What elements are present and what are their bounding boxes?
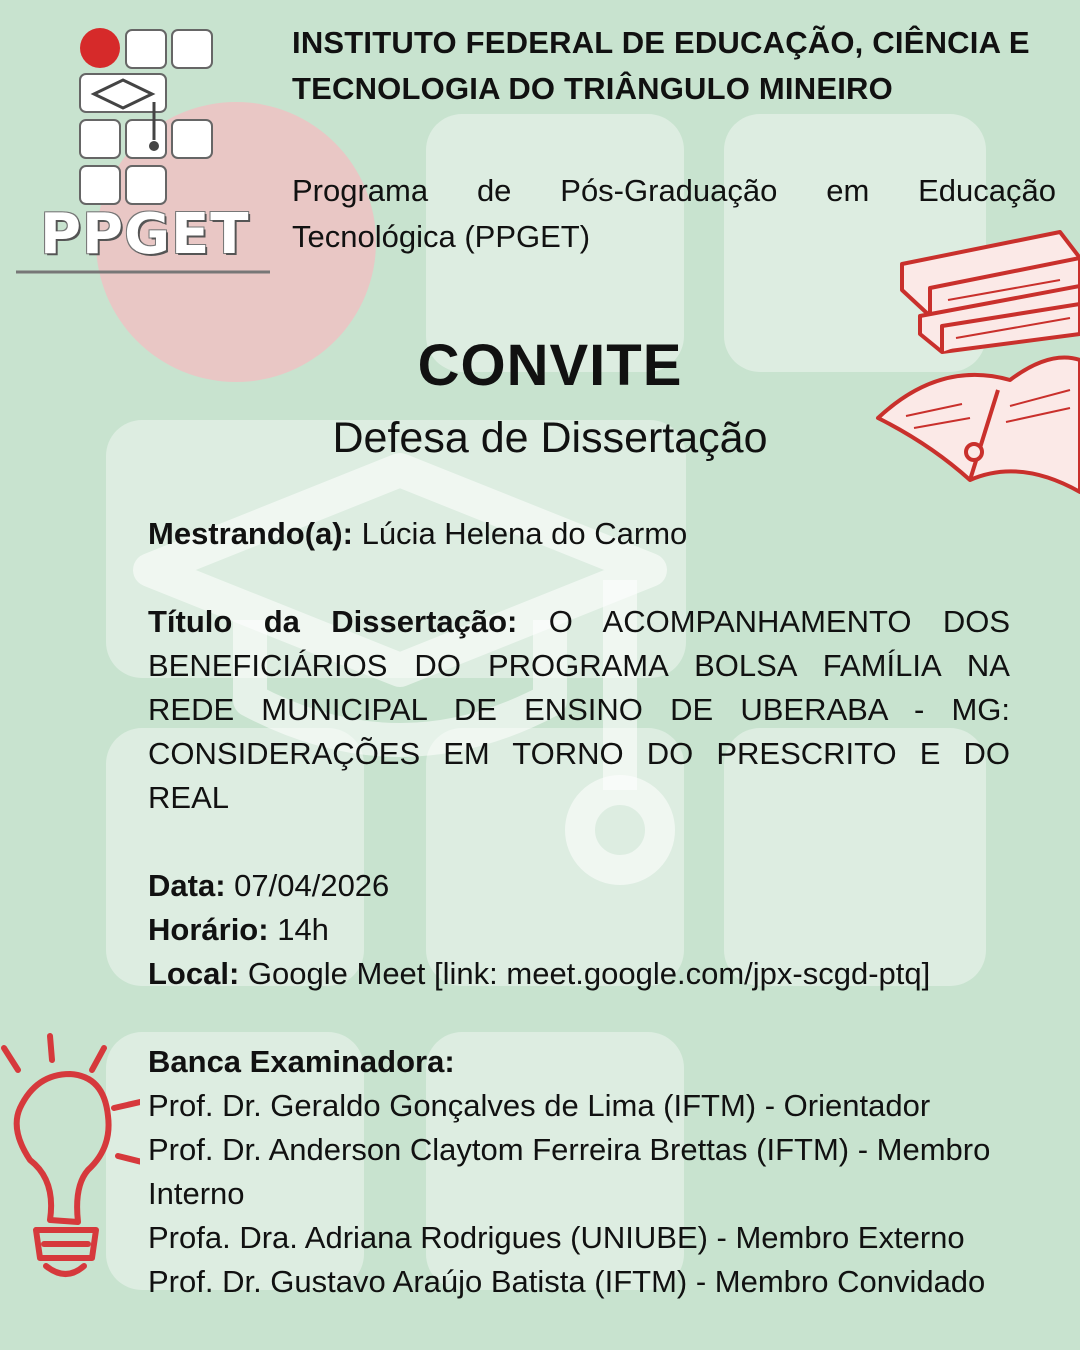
committee-member: Prof. Dr. Gustavo Araújo Batista (IFTM) - Membro Convidado: [148, 1264, 986, 1299]
thesis-title: O ACOMPANHAMENTO DOS BENEFICIÁRIOS DO PROGRAMA BOLSA FAMÍLIA NA REDE MUNICIPAL DE ENSINO DE UBERABA - MG: CONSIDERAÇÕES EM TORNO DO PRESCRITO E DO REAL: [148, 604, 1010, 815]
invitation-details: [148, 512, 1010, 1304]
time-label: Horário:: [148, 912, 269, 947]
invitation-subtitle: Defesa de Dissertação: [332, 414, 768, 462]
committee-label: Banca Examinadora:: [148, 1044, 455, 1079]
committee-member: Prof. Dr. Anderson Claytom Ferreira Brettas (IFTM) - Membro Interno: [148, 1132, 991, 1211]
institution-name: INSTITUTO FEDERAL DE EDUCAÇÃO, CIÊNCIA E TECNOLOGIA DO TRIÂNGULO MINEIRO: [292, 25, 1030, 106]
invitation-title: CONVITE: [417, 333, 683, 398]
place-label: Local:: [148, 956, 240, 991]
committee-member: Prof. Dr. Geraldo Gonçalves de Lima (IFTM) - Orientador: [148, 1088, 931, 1123]
thesis-line: [148, 600, 1010, 820]
program-name: Programa de Pós-Graduação em Educação Tecnológica (PPGET): [292, 173, 1056, 254]
date-value: 07/04/2026: [234, 868, 390, 903]
logo-text: PPGET: [40, 202, 250, 267]
place-value: Google Meet [link: meet.google.com/jpx-scgd-ptq]: [247, 956, 931, 991]
student-name: Lúcia Helena do Carmo: [361, 516, 688, 551]
date-line: [148, 864, 1010, 908]
time-value: 14h: [277, 912, 329, 947]
thesis-label: Título da Dissertação:: [148, 604, 518, 639]
date-label: Data:: [148, 868, 226, 903]
time-line: [148, 908, 1010, 952]
lightbulb-icon: [0, 1030, 140, 1290]
place-line: [148, 952, 1010, 996]
committee-member: Profa. Dra. Adriana Rodrigues (UNIUBE) - Membro Externo: [148, 1220, 965, 1255]
student-line: [148, 512, 1010, 556]
student-label: Mestrando(a):: [148, 516, 353, 551]
